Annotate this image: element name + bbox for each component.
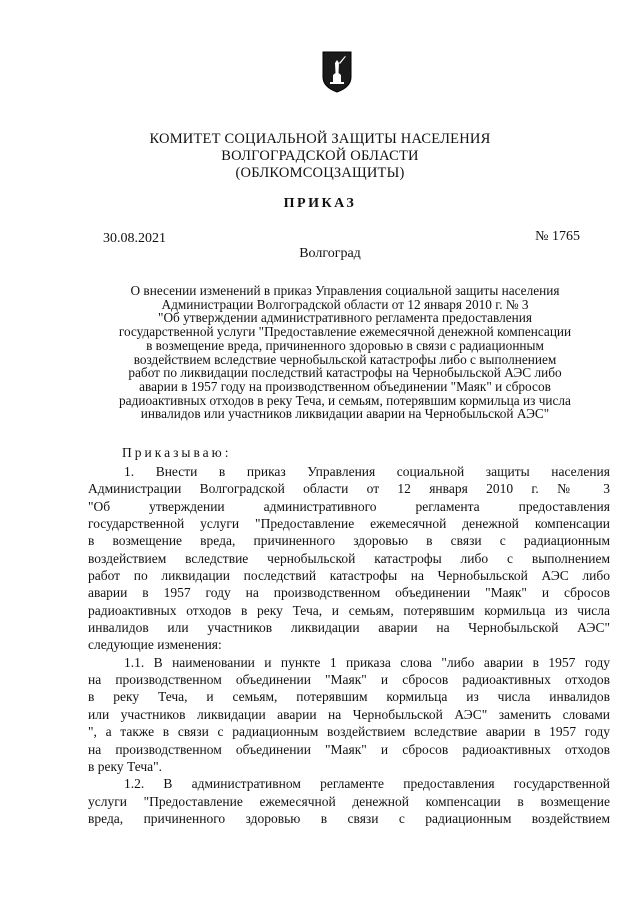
body-line: государственной услуги "Предоставление ежемесячной денежной компенсации	[88, 516, 610, 532]
subject-line: радиоактивных отходов в реку Теча, и семьям, потерявшим кормильца из числа	[119, 392, 571, 408]
body-line: инвалидов или участников ликвидации аварии на Чернобыльской АЭС"	[88, 620, 610, 636]
body-line: работ по ликвидации последствий катастрофы на Чернобыльской АЭС либо	[88, 568, 610, 584]
org-name-line: ВОЛГОГРАДСКОЙ ОБЛАСТИ	[221, 148, 419, 164]
body-line: ", а также в связи с радиационным воздействием вследствие аварии в 1957 году	[88, 724, 610, 740]
body-line: на производственном объединении "Маяк" и сбросов радиоактивных отходов	[88, 741, 610, 757]
body-line: "Об утверждении административного регламента предоставления	[88, 498, 610, 514]
body-line: 1.2. В административном регламенте предоставления государственной	[124, 776, 610, 792]
subject-line: в возмещение вреда, причиненного здоровью в связи с радиационным	[146, 337, 544, 353]
org-name-line: (ОБЛКОМСОЦЗАЩИТЫ)	[235, 165, 405, 181]
body-line: в реку Теча, и семьям, потерявшим кормильца из числа инвалидов	[88, 689, 610, 705]
subject-line: аварии в 1957 году на производственном объединении "Маяк" и сбросов	[139, 378, 551, 394]
subject-line: О внесении изменений в приказ Управления социальной защиты населения	[130, 283, 560, 298]
body-line: радиоактивных отходов в реку Теча, и семьям, потерявшим кормильца из числа	[88, 602, 610, 618]
body-line: услуги "Предоставление ежемесячной денежной компенсации в возмещение	[88, 793, 610, 809]
document-subject	[80, 284, 610, 421]
subject-line: воздействием вследствие чернобыльской катастрофы либо с выполнением	[133, 351, 557, 367]
subject-line: работ по ликвидации последствий катастрофы на Чернобыльской АЭС либо	[128, 365, 562, 381]
subject-line: государственной услуги "Предоставление ежемесячной денежной компенсации	[118, 324, 572, 340]
subject-line: Администрации Волгоградской области от 12 января 2010 г. № 3	[161, 296, 529, 312]
body-line: в возмещение вреда, причиненного здоровью в связи с радиационным	[88, 533, 610, 549]
subject-line: "Об утверждении административного регламента предоставления	[158, 310, 532, 326]
body-line: или участников ликвидации аварии на Чернобыльской АЭС" заменить словами	[88, 706, 610, 722]
document-number: № 1765	[535, 229, 580, 244]
body-line: 1. Внести в приказ Управления социальной защиты населения	[124, 464, 610, 479]
subject-line: инвалидов или участников ликвидации аварии на Чернобыльской АЭС"	[140, 406, 550, 422]
body-line: 1.1. В наименовании и пункте 1 приказа слова "либо аварии в 1957 году	[124, 654, 610, 670]
document-type-title: ПРИКАЗ	[283, 196, 357, 211]
org-name-line: КОМИТЕТ СОЦИАЛЬНОЙ ЗАЩИТЫ НАСЕЛЕНИЯ	[149, 131, 491, 147]
body-line: в реку Теча".	[88, 758, 163, 774]
document-body	[88, 463, 610, 827]
body-line: аварии в 1957 году на производственном объединении "Маяк" и сбросов	[88, 585, 610, 601]
order-lead-text: Приказываю:	[122, 445, 232, 460]
document-date: 30.08.2021	[103, 231, 166, 246]
document-city: Волгоград	[299, 246, 361, 261]
body-line: на производственном объединении "Маяк" и сбросов радиоактивных отходов	[88, 672, 610, 688]
body-line: Администрации Волгоградской области от 12 января 2010 г. № 3	[88, 481, 610, 497]
body-line: вреда, причиненного здоровью в связи с радиационным воздействием	[88, 810, 610, 826]
body-line: воздействием вследствие чернобыльской катастрофы либо с выполнением	[88, 550, 610, 566]
coat-of-arms-icon	[322, 51, 352, 93]
body-line: следующие изменения:	[88, 637, 222, 653]
